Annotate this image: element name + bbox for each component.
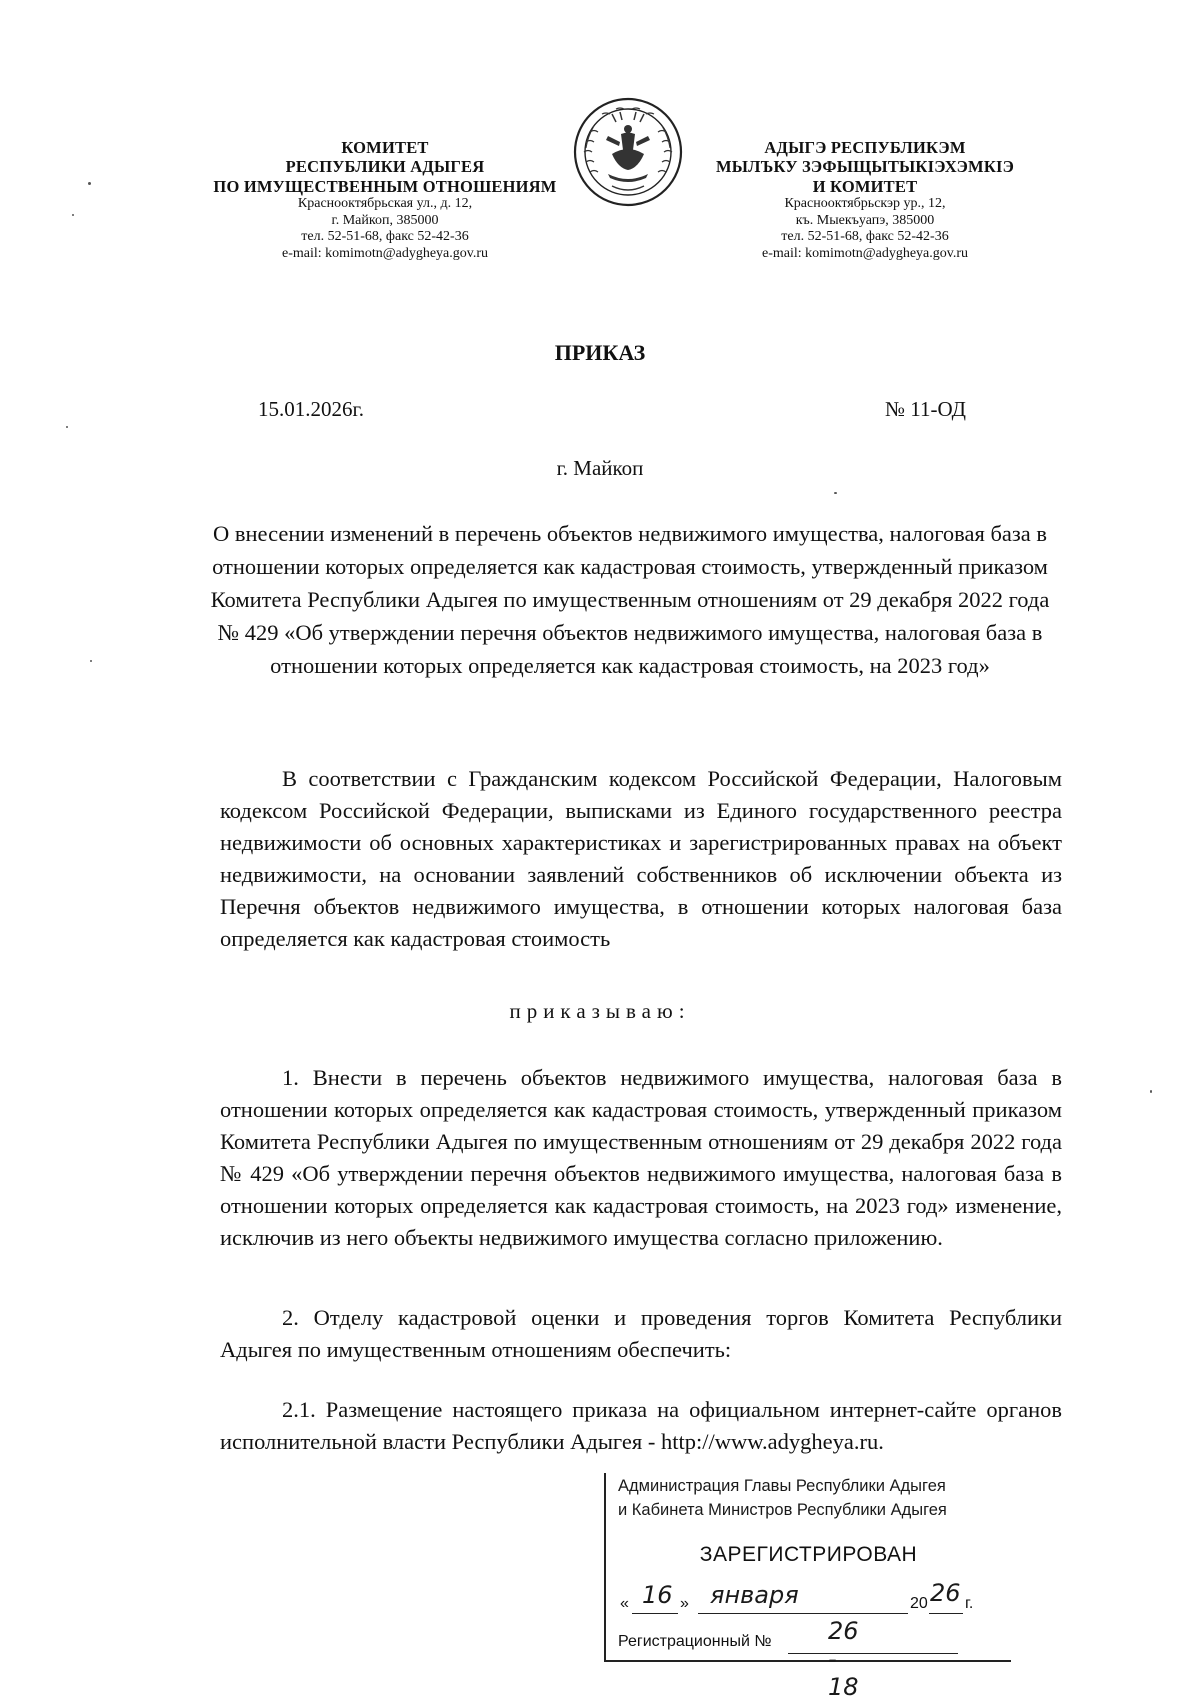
- stamp-quote-open: «: [620, 1595, 629, 1612]
- org-name-line: РЕСПУБЛИКИ АДЫГЕЯ: [285, 157, 485, 177]
- stamp-registered-label: ЗАРЕГИСТРИРОВАН: [699, 1543, 918, 1566]
- coat-of-arms-icon: [572, 96, 684, 208]
- header-right: [690, 138, 1040, 262]
- document-title: ПРИКАЗ: [554, 340, 646, 365]
- stamp-year-handwritten: 26: [930, 1579, 961, 1607]
- org-phone: тел. 52-51-68, факс 52-42-36: [781, 229, 949, 245]
- stamp-reg-number-handwritten: 26 - 18: [828, 1617, 859, 1701]
- stamp-year-prefix: 20: [910, 1595, 928, 1612]
- org-address: Краснооктябрьская ул., д. 12,: [297, 196, 473, 212]
- scan-speck: [90, 660, 92, 662]
- stamp-reg-row: [618, 1617, 859, 1701]
- preamble-paragraph: В соответствии с Гражданским кодексом Российской Федерации, Налоговым кодексом Российской Федерации, выписками из Единого государственного реестра недвижимости об основных характеристиках и зарегистрированных правах на объект недвижимости, на основании заявлений собственников об исключении объекта из Перечня объектов недвижимого имущества, в отношении которых налоговая база определяется как кадастровая стоимость: [220, 766, 1062, 951]
- stamp-authority-line: Администрация Главы Республики Адыгея: [618, 1477, 946, 1495]
- scan-speck: [1150, 1090, 1152, 1093]
- stamp-year-unit: г.: [965, 1595, 974, 1612]
- order-word: приказываю:: [509, 999, 691, 1023]
- scan-speck: [66, 426, 68, 428]
- stamp-day-handwritten: 16: [642, 1581, 673, 1609]
- item-2-1-text: 2.1. Размещение настоящего приказа на официальном интернет-сайте органов исполнительной власти Республики Адыгея - http://www.adygheya.ru.: [220, 1397, 1062, 1454]
- item-2-1-paragraph: [220, 1394, 1062, 1458]
- stamp-quote-close: »: [680, 1595, 689, 1612]
- document-subject: О внесении изменений в перечень объектов недвижимого имущества, налоговая база в отношении которых определяется как кадастровая стоимость, утвержденный приказом Комитета Республики Адыгея по имущественным отношениям от 29 декабря 2022 года № 429 «Об утверждении перечня объектов недвижимого имущества, налоговая база в отношении которых определяется как кадастровая стоимость, на 2023 год»: [210, 521, 1050, 678]
- stamp-reg-label: Регистрационный №: [618, 1633, 772, 1650]
- scan-speck: [88, 182, 91, 185]
- stamp-authority-line: и Кабинета Министров Республики Адыгея: [618, 1501, 947, 1519]
- header-left: [205, 138, 565, 262]
- scan-speck: [834, 492, 837, 494]
- org-name-line: ПО ИМУЩЕСТВЕННЫМ ОТНОШЕНИЯМ: [213, 176, 557, 196]
- document-date: 15.01.2026г.: [258, 397, 364, 421]
- stamp-month-handwritten: января: [710, 1581, 799, 1609]
- stamp-month-line: [698, 1613, 908, 1614]
- org-city: къ. Мыекъуапэ, 385000: [795, 212, 935, 228]
- org-phone: тел. 52-51-68, факс 52-42-36: [301, 229, 469, 245]
- stamp-year-line: [929, 1613, 963, 1614]
- stamp-date-row: [618, 1579, 1003, 1619]
- scan-speck: [72, 214, 74, 216]
- org-name-line: МЫЛЪКУ ЗЭФЫЩЫТЫКIЭХЭМКIЭ: [715, 157, 1015, 177]
- org-name-line: КОМИТЕТ: [341, 138, 429, 157]
- document-number: № 11-ОД: [885, 397, 966, 421]
- item-1-paragraph: 1. Внести в перечень объектов недвижимого имущества, налоговая база в отношении которых определяется как кадастровая стоимость, утвержденный приказом Комитета Республики Адыгея по имущественным отношениям от 29 декабря 2022 года № 429 «Об утверждении перечня объектов недвижимого имущества, налоговая база в отношении которых определяется как кадастровая стоимость, на 2023 год» изменение, исключив из него объекты недвижимого имущества согласно приложению.: [220, 1065, 1062, 1250]
- org-city: г. Майкоп, 385000: [331, 212, 439, 228]
- org-name-line: АДЫГЭ РЕСПУБЛИКЭМ: [764, 138, 966, 157]
- org-name-line: И КОМИТЕТ: [812, 176, 918, 196]
- item-2-paragraph: 2. Отделу кадастровой оценки и проведения торгов Комитета Республики Адыгея по имущественным отношениям обеспечить:: [220, 1305, 1062, 1362]
- org-address: Краснооктябрьскэр ур., 12,: [784, 196, 946, 212]
- org-email: e-mail: komimotn@adygheya.gov.ru: [282, 245, 488, 261]
- stamp-day-line: [632, 1613, 678, 1614]
- document-city: г. Майкоп: [556, 456, 644, 480]
- stamp-reg-line: [788, 1653, 958, 1654]
- registration-stamp: [604, 1473, 1011, 1701]
- org-email: e-mail: komimotn@adygheya.gov.ru: [762, 245, 968, 261]
